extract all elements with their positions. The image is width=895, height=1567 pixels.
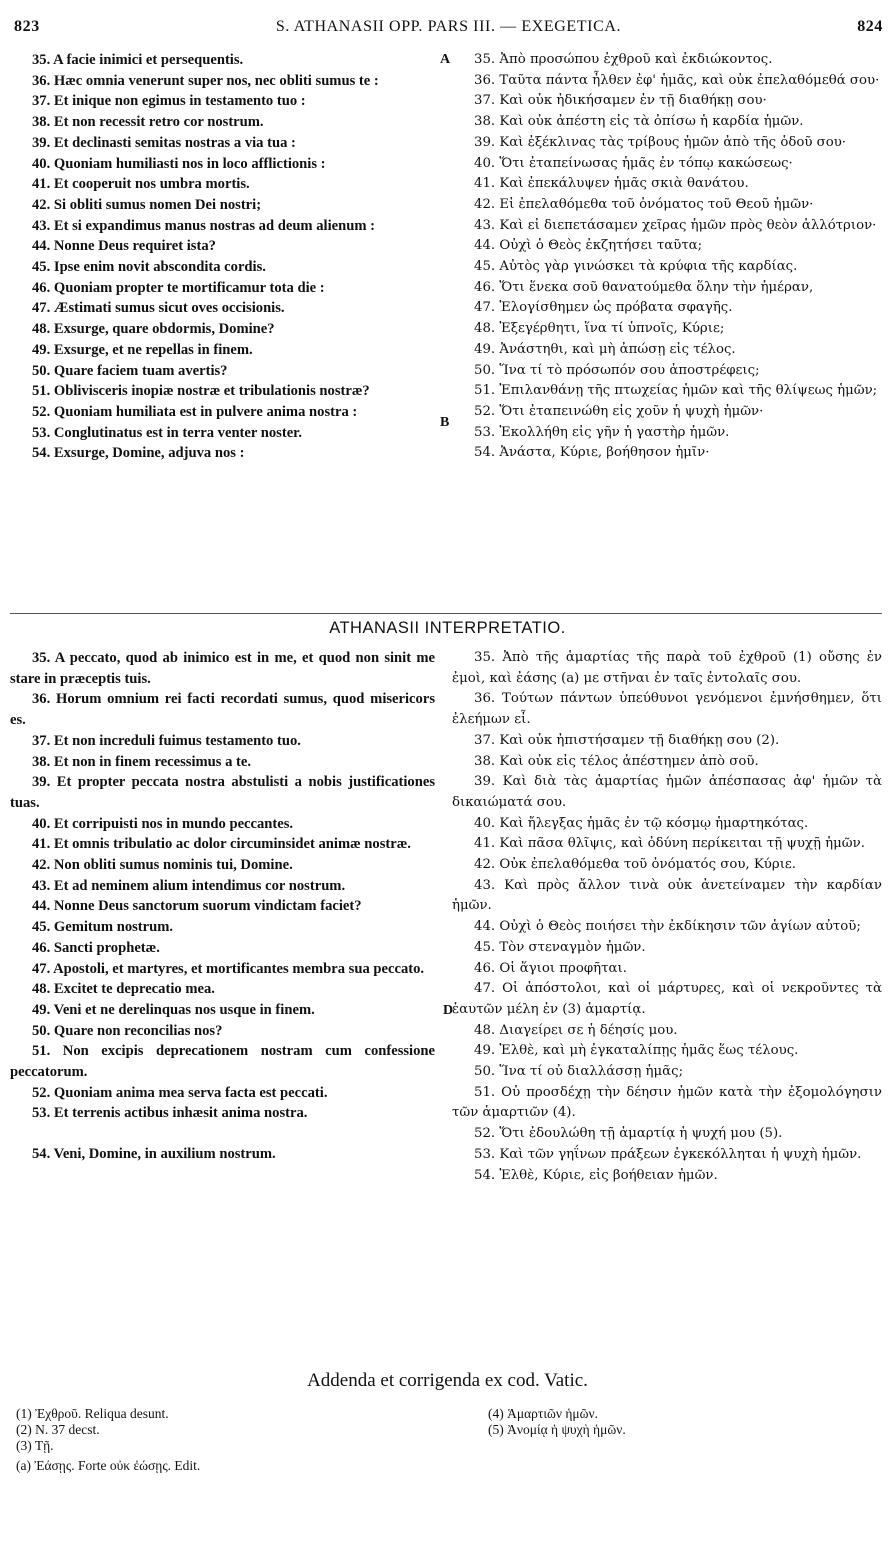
- greek-verse: 45. Αὐτὸς γὰρ γινώσκει τὰ κρύφια τῆς καρδίας.: [474, 259, 798, 275]
- greek-verse: 51. Οὐ προσδέχῃ τὴν δέησιν ἡμῶν κατὰ τὴν ἐξομολόγησιν τῶν ἁμαρτιῶν (4).: [452, 1084, 882, 1121]
- section1-greek-column: [452, 50, 882, 464]
- greek-verse: 52. Ὅτι ἐδουλώθη τῇ ἁμαρτίᾳ ἡ ψυχή μου (5).: [474, 1126, 783, 1142]
- greek-verse: 36. Ταῦτα πάντα ἦλθεν ἐφ' ἡμᾶς, καὶ οὐκ ἐπελαθόμεθά σου·: [474, 72, 880, 88]
- addenda-notes-left: [16, 1406, 446, 1474]
- latin-verse: 39. Et declinasti semitas nostras a via tua :: [32, 134, 296, 151]
- latin-verse: 51. Non excipis deprecationem nostram cum confessione peccatorum.: [10, 1043, 435, 1081]
- latin-verse: 45. Ipse enim novit abscondita cordis.: [32, 259, 266, 276]
- latin-verse: 35. A facie inimici et persequentis.: [32, 52, 244, 68]
- latin-verse: 41. Et cooperuit nos umbra mortis.: [32, 176, 250, 193]
- latin-verse: 52. Quoniam anima mea serva facta est peccati.: [32, 1084, 328, 1101]
- greek-verse: 53. Ἐκολλήθη εἰς γῆν ἡ γαστὴρ ἡμῶν.: [474, 424, 730, 440]
- latin-verse: 53. Conglutinatus est in terra venter noster.: [32, 424, 302, 441]
- greek-verse: 46. Ὅτι ἕνεκα σοῦ θανατούμεθα ὅλην τὴν ἡμέραν,: [474, 279, 814, 295]
- latin-verse: 53. Et terrenis actibus inhæsit anima nostra.: [32, 1105, 308, 1122]
- greek-verse: 36. Τούτων πάντων ὑπεύθυνοι γενόμενοι ἐμνήσθημεν, ὅτι ἐλεήμων εἶ.: [452, 691, 882, 728]
- greek-verse: 49. Ἐλθὲ, καὶ μὴ ἐγκαταλίπῃς ἡμᾶς ἕως τέλους.: [474, 1043, 799, 1059]
- addenda-note: (a) Ἐάσῃς. Forte οὐκ ἐώσῃς. Edit.: [16, 1458, 201, 1473]
- greek-verse: 42. Οὐκ ἐπελαθόμεθα τοῦ ὀνόματός σου, Κύριε.: [474, 857, 797, 873]
- latin-verse: 38. Et non recessit retro cor nostrum.: [32, 114, 264, 131]
- greek-verse: 40. Ὅτι ἐταπείνωσας ἡμᾶς ἐν τόπῳ κακώσεως·: [474, 155, 793, 171]
- section2-greek-column: [452, 648, 882, 1186]
- addenda-note: (4) Ἁμαρτιῶν ἡμῶν.: [488, 1406, 598, 1421]
- latin-verse: 46. Sancti prophetæ.: [32, 939, 160, 956]
- latin-verse: 37. Et non increduli fuimus testamento tuo.: [32, 732, 301, 749]
- greek-verse: 43. Καὶ εἰ διεπετάσαμεν χεῖρας ἡμῶν πρὸς θεὸν ἀλλότριον·: [474, 217, 877, 233]
- page-number-right: 824: [857, 18, 883, 35]
- greek-verse: 43. Καὶ πρὸς ἄλλον τινὰ οὐκ ἀνετείναμεν τὴν καρδίαν ἡμῶν.: [452, 877, 882, 914]
- addenda-notes-right: [488, 1406, 868, 1438]
- latin-verse: 36. Hæc omnia venerunt super nos, nec obliti sumus te :: [32, 72, 379, 89]
- greek-verse: 37. Καὶ οὐκ ἠπιστήσαμεν τῇ διαθήκῃ σου (2).: [474, 732, 780, 748]
- latin-verse: 47. Apostoli, et martyres, et mortificantes membra sua peccato.: [32, 960, 425, 977]
- latin-verse: 54. Veni, Domine, in auxilium nostrum.: [32, 1146, 276, 1163]
- latin-verse: 40. Et corripuisti nos in mundo peccantes.: [32, 815, 294, 832]
- running-header: [14, 18, 883, 42]
- greek-verse: 54. Ἀνάστα, Κύριε, βοήθησον ἡμῖν·: [474, 445, 710, 461]
- latin-verse: 43. Et si expandimus manus nostras ad deum alienum :: [32, 217, 376, 234]
- addenda-note: (5) Ἀνομίᾳ ἡ ψυχὴ ἡμῶν.: [488, 1422, 626, 1437]
- greek-verse: 53. Καὶ τῶν γηΐνων πράξεων ἐγκεκόλληται ἡ ψυχὴ ἡμῶν.: [474, 1146, 862, 1162]
- greek-verse: 42. Εἰ ἐπελαθόμεθα τοῦ ὀνόματος τοῦ Θεοῦ ἡμῶν·: [474, 196, 814, 212]
- latin-verse: 43. Et ad neminem alium intendimus cor nostrum.: [32, 877, 346, 894]
- latin-verse: 52. Quoniam humiliata est in pulvere anima nostra :: [32, 403, 358, 420]
- latin-verse: 38. Et non in finem recessimus a te.: [32, 753, 252, 770]
- greek-verse: 46. Οἱ ἅγιοι προφῆται.: [474, 960, 627, 976]
- latin-verse: 36. Horum omnium rei facti recordati sumus, quod misericors es.: [10, 691, 435, 729]
- latin-verse: 49. Veni et ne derelinquas nos usque in finem.: [32, 1001, 315, 1018]
- margin-mark-a: A: [440, 52, 451, 67]
- greek-verse: 52. Ὅτι ἐταπεινώθη εἰς χοῦν ἡ ψυχὴ ἡμῶν·: [474, 403, 764, 419]
- section2-latin-column: [10, 648, 435, 1165]
- greek-verse: 41. Καὶ πᾶσα θλῖψις, καὶ ὀδύνη περίκειται τῇ ψυχῇ ἡμῶν.: [474, 836, 865, 852]
- greek-verse: 49. Ἀνάστηθι, καὶ μὴ ἀπώσῃ εἰς τέλος.: [474, 341, 736, 357]
- latin-verse: 50. Quare faciem tuam avertis?: [32, 362, 228, 379]
- greek-verse: 48. Διαγείρει σε ἡ δέησίς μου.: [474, 1022, 678, 1038]
- latin-verse: 37. Et inique non egimus in testamento tuo :: [32, 93, 306, 110]
- greek-verse: 47. Ἐλογίσθημεν ὡς πρόβατα σφαγῆς.: [474, 300, 733, 316]
- greek-verse: 39. Καὶ διὰ τὰς ἁμαρτίας ἡμῶν ἀπέσπασας ἀφ' ἡμῶν τὰ δικαιώματά σου.: [452, 774, 882, 810]
- latin-verse: 51. Oblivisceris inopiæ nostræ et tribulationis nostræ?: [32, 383, 370, 400]
- addenda-note: (1) Ἐχθροῦ. Reliqua desunt.: [16, 1406, 169, 1421]
- margin-mark-b: B: [440, 415, 450, 430]
- latin-verse: 40. Quoniam humiliasti nos in loco afflictionis :: [32, 155, 326, 172]
- greek-verse: 50. Ἵνα τί οὐ διαλλάσσῃ ἡμᾶς;: [474, 1064, 684, 1080]
- greek-verse: 37. Καὶ οὐκ ἠδικήσαμεν ἐν τῇ διαθήκῃ σου·: [474, 93, 767, 109]
- latin-verse: 46. Quoniam propter te mortificamur tota die :: [32, 279, 325, 296]
- latin-verse: 42. Si obliti sumus nomen Dei nostri;: [32, 196, 262, 213]
- latin-verse: 48. Excitet te deprecatio mea.: [32, 981, 215, 998]
- latin-verse: 49. Exsurge, et ne repellas in finem.: [32, 341, 253, 358]
- latin-verse: 39. Et propter peccata nostra abstulisti a nobis justificationes tuas.: [10, 774, 435, 811]
- greek-verse: 40. Καὶ ἤλεγξας ἡμᾶς ἐν τῷ κόσμῳ ἡμαρτηκότας.: [474, 815, 809, 831]
- greek-verse: 50. Ἵνα τί τὸ πρόσωπόν σου ἀποστρέφεις;: [474, 362, 760, 378]
- greek-verse: 44. Οὐχὶ ὁ Θεὸς ἐκζητήσει ταῦτα;: [474, 238, 703, 254]
- greek-verse: 45. Τὸν στεναγμὸν ἡμῶν.: [474, 939, 646, 955]
- latin-verse: 44. Nonne Deus sanctorum suorum vindictam faciet?: [32, 898, 362, 915]
- greek-verse: 41. Καὶ ἐπεκάλυψεν ἡμᾶς σκιὰ θανάτου.: [474, 176, 749, 192]
- greek-verse: 35. Ἀπὸ προσώπου ἐχθροῦ καὶ ἐκδιώκοντος.: [474, 52, 773, 67]
- addenda-note: (3) Τῇ.: [16, 1438, 54, 1453]
- greek-verse: 44. Οὐχὶ ὁ Θεὸς ποιήσει τὴν ἐκδίκησιν τῶν ἁγίων αὐτοῦ;: [474, 919, 861, 935]
- latin-verse: 47. Æstimati sumus sicut oves occisionis.: [32, 300, 285, 317]
- addenda-title: Addenda et corrigenda ex cod. Vatic.: [307, 1370, 588, 1391]
- page-number-left: 823: [14, 18, 40, 35]
- greek-verse: 51. Ἐπιλανθάνῃ τῆς πτωχείας ἡμῶν καὶ τῆς θλίψεως ἡμῶν;: [474, 383, 878, 399]
- section1-latin-column: [10, 50, 435, 464]
- header-title: S. ATHANASII OPP. PARS III. — EXEGETICA.: [275, 18, 622, 35]
- greek-verse: 54. Ἐλθὲ, Κύριε, εἰς βοήθειαν ἡμῶν.: [474, 1167, 718, 1183]
- greek-verse: 48. Ἐξεγέρθητι, ἵνα τί ὑπνοῖς, Κύριε;: [474, 321, 725, 337]
- latin-verse: 48. Exsurge, quare obdormis, Domine?: [32, 321, 275, 338]
- margin-mark-d: D: [443, 1003, 454, 1018]
- latin-verse: 54. Exsurge, Domine, adjuva nos :: [32, 445, 245, 462]
- addenda-note: (2) N. 37 decst.: [16, 1422, 100, 1437]
- section-title: ATHANASII INTERPRETATIO.: [329, 619, 566, 637]
- latin-verse: 50. Quare non reconcilias nos?: [32, 1022, 223, 1039]
- latin-verse: 45. Gemitum nostrum.: [32, 919, 174, 936]
- section-divider: [10, 613, 882, 614]
- greek-verse: 38. Καὶ οὐκ ἀπέστη εἰς τὰ ὀπίσω ἡ καρδία ἡμῶν.: [474, 114, 804, 130]
- latin-verse: 35. A peccato, quod ab inimico est in me, et quod non sinit me stare in præceptis tuis.: [10, 650, 435, 687]
- greek-verse: 47. Οἱ ἀπόστολοι, καὶ οἱ μάρτυρες, καὶ οἱ νεκροῦντες τὰ ἑαυτῶν μέλη ἐν (3) ἁμαρτίᾳ.: [452, 981, 882, 1017]
- latin-verse: 41. Et omnis tribulatio ac dolor circuminsidet animæ nostræ.: [32, 836, 411, 853]
- greek-verse: 38. Καὶ οὐκ εἰς τέλος ἀπέστημεν ἀπὸ σοῦ.: [474, 753, 759, 769]
- latin-verse: 42. Non obliti sumus nominis tui, Domine.: [32, 857, 293, 874]
- latin-verse: 44. Nonne Deus requiret ista?: [32, 238, 216, 255]
- greek-verse: 39. Καὶ ἐξέκλινας τὰς τρίβους ἡμῶν ἀπὸ τῆς ὁδοῦ σου·: [474, 134, 847, 150]
- greek-verse: 35. Ἀπὸ τῆς ἁμαρτίας τῆς παρὰ τοῦ ἐχθροῦ (1) οὔσης ἐν ἐμοὶ, καὶ ἐάσης (a) με στῆναι ἐν ταῖς ἐντολαῖς σου.: [452, 650, 882, 686]
